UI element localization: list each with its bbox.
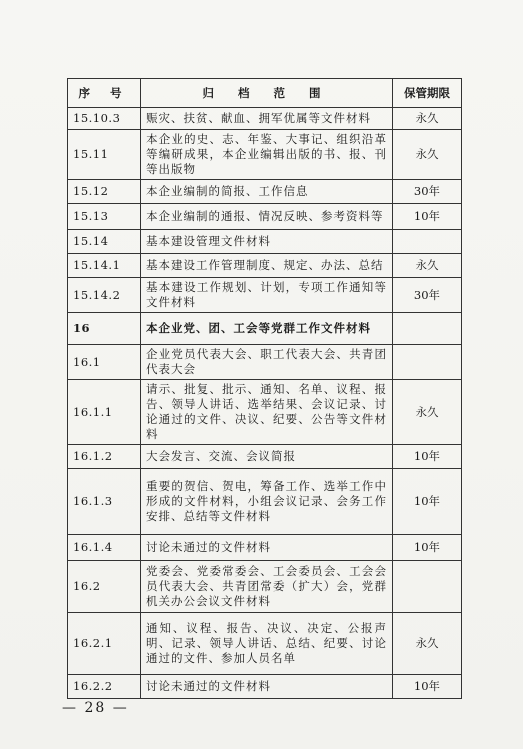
- table-row: [68, 130, 462, 180]
- row-serial-number: 16: [68, 313, 141, 345]
- row-serial-number: 15.14.2: [68, 278, 141, 313]
- table-row: [68, 380, 462, 445]
- row-retention-period: [393, 230, 462, 254]
- table-row: [68, 675, 462, 699]
- row-serial-number: 16.2.1: [68, 613, 141, 675]
- row-serial-number: 15.12: [68, 180, 141, 204]
- table-row: [68, 204, 462, 230]
- row-archive-scope: 本企业编制的简报、工作信息: [141, 180, 393, 204]
- row-serial-number: 16.1.2: [68, 445, 141, 469]
- row-serial-number: 15.13: [68, 204, 141, 230]
- row-retention-period: 永久: [393, 613, 462, 675]
- row-serial-number: 16.1.3: [68, 469, 141, 535]
- row-retention-period: 永久: [393, 254, 462, 278]
- row-serial-number: 15.14.1: [68, 254, 141, 278]
- row-archive-scope: 通知、议程、报告、决议、决定、公报声明、记录、领导人讲话、总结、纪要、讨论通过的文件、参加人员名单: [141, 613, 393, 675]
- table-row: [68, 469, 462, 535]
- row-retention-period: 30年: [393, 180, 462, 204]
- row-retention-period: 10年: [393, 204, 462, 230]
- header-serial-number: 序 号: [68, 79, 141, 108]
- page-number: — 28 —: [62, 700, 129, 716]
- table-row: [68, 561, 462, 613]
- row-retention-period: 永久: [393, 130, 462, 180]
- row-archive-scope: 重要的贺信、贺电，筹备工作、选举工作中形成的文件材料，小组会议记录、会务工作安排、总结等文件材料: [141, 469, 393, 535]
- row-retention-period: 10年: [393, 469, 462, 535]
- table-row: [68, 345, 462, 380]
- row-retention-period: 永久: [393, 380, 462, 445]
- row-serial-number: 16.1: [68, 345, 141, 380]
- row-retention-period: 10年: [393, 535, 462, 561]
- row-serial-number: 16.1.4: [68, 535, 141, 561]
- row-archive-scope: 请示、批复、批示、通知、名单、议程、报告、领导人讲话、选举结果、会议记录、讨论通过的文件、决议、纪要、公告等文件材料: [141, 380, 393, 445]
- row-serial-number: 16.2.2: [68, 675, 141, 699]
- header-retention-period: 保管期限: [393, 79, 462, 108]
- row-retention-period: 30年: [393, 278, 462, 313]
- row-archive-scope: 本企业党、团、工会等党群工作文件材料: [141, 313, 393, 345]
- table-row: [68, 313, 462, 345]
- row-archive-scope: 党委会、党委常委会、工会委员会、工会会员代表大会、共青团常委（扩大）会，党群机关办公会议文件材料: [141, 561, 393, 613]
- table-row: [68, 535, 462, 561]
- row-retention-period: 永久: [393, 108, 462, 130]
- table-row: [68, 613, 462, 675]
- row-retention-period: 10年: [393, 445, 462, 469]
- table-row: [68, 278, 462, 313]
- row-archive-scope: 讨论未通过的文件材料: [141, 675, 393, 699]
- row-archive-scope: 大会发言、交流、会议简报: [141, 445, 393, 469]
- header-archive-scope: 归 档 范 围: [141, 79, 393, 108]
- row-retention-period: [393, 345, 462, 380]
- row-archive-scope: 基本建设管理文件材料: [141, 230, 393, 254]
- row-archive-scope: 基本建设工作管理制度、规定、办法、总结: [141, 254, 393, 278]
- table-row: [68, 180, 462, 204]
- table-row: [68, 108, 462, 130]
- table-row: [68, 254, 462, 278]
- row-archive-scope: 本企业的史、志、年鉴、大事记、组织沿革等编研成果，本企业编辑出版的书、报、刊等出版物: [141, 130, 393, 180]
- row-serial-number: 15.11: [68, 130, 141, 180]
- row-archive-scope: 企业党员代表大会、职工代表大会、共青团代表大会: [141, 345, 393, 380]
- row-retention-period: [393, 313, 462, 345]
- table-row: [68, 230, 462, 254]
- row-archive-scope: 本企业编制的通报、情况反映、参考资料等: [141, 204, 393, 230]
- row-archive-scope: 赈灾、扶贫、献血、拥军优属等文件材料: [141, 108, 393, 130]
- row-retention-period: [393, 561, 462, 613]
- row-retention-period: 10年: [393, 675, 462, 699]
- row-serial-number: 15.10.3: [68, 108, 141, 130]
- table-header-row: [68, 79, 462, 108]
- table-row: [68, 445, 462, 469]
- row-serial-number: 15.14: [68, 230, 141, 254]
- row-serial-number: 16.2: [68, 561, 141, 613]
- row-archive-scope: 讨论未通过的文件材料: [141, 535, 393, 561]
- archive-retention-table: [67, 78, 462, 699]
- row-archive-scope: 基本建设工作规划、计划，专项工作通知等文件材料: [141, 278, 393, 313]
- row-serial-number: 16.1.1: [68, 380, 141, 445]
